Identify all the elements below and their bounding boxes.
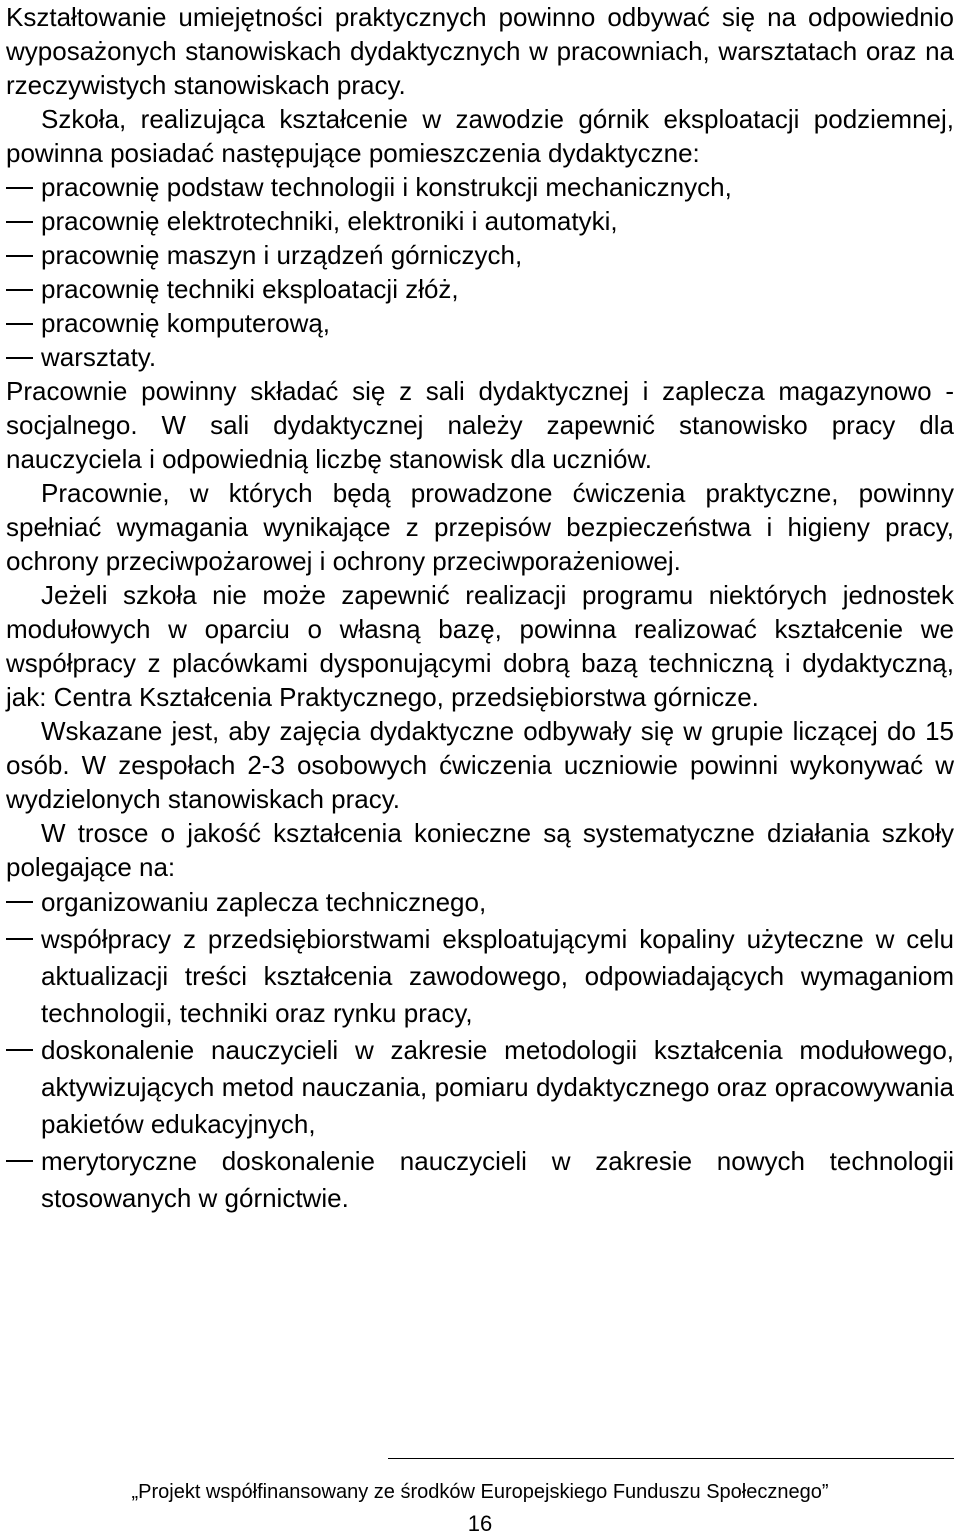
dash-bullet-icon: [6, 1160, 33, 1162]
dash-bullet-icon: [6, 938, 33, 940]
page-number: 16: [467, 1511, 493, 1536]
paragraph-safety-requirements: Pracownie, w których będą prowadzone ćwiczenia praktyczne, powinny spełniać wymagania wynikające z przepisów bezpieczeństwa i higieny pracy, ochrony przeciwpożarowej i ochrony przeciwporażeniowej.: [6, 478, 954, 576]
list-item: merytoryczne doskonalenie nauczycieli w zakresie nowych technologii stosowanych w górnictwie.: [6, 1143, 954, 1217]
list-item: doskonalenie nauczycieli w zakresie metodologii kształcenia modułowego, aktywizujących metod nauczania, pomiaru dydaktycznego oraz opracowywania pakietów edukacyjnych,: [6, 1032, 954, 1143]
actions-list: [6, 884, 954, 1217]
paragraph-external-cooperation: Jeżeli szkoła nie może zapewnić realizacji programu niektórych jednostek modułowych w oparciu o własną bazę, powinna realizować kształcenie we współpracy z placówkami dysponującymi dobrą bazą techniczną i dydaktyczną, jak: Centra Kształcenia Praktycznego, przedsiębiorstwa górnicze.: [6, 580, 954, 712]
paragraph-practical-skills: Kształtowanie umiejętności praktycznych powinno odbywać się na odpowiednio wyposażonych stanowiskach dydaktycznych w pracowniach, warsztatach oraz na rzeczywistych stanowiskach pracy.: [6, 2, 954, 100]
dash-bullet-icon: [6, 323, 33, 325]
dash-bullet-icon: [6, 289, 33, 291]
rooms-list: [6, 170, 954, 374]
list-item: pracownię komputerową,: [6, 306, 954, 340]
paragraph-group-size: Wskazane jest, aby zajęcia dydaktyczne odbywały się w grupie liczącej do 15 osób. W zespołach 2-3 osobowych ćwiczenia uczniowie powinni wykonywać w wydzielonych stanowiskach pracy.: [6, 716, 954, 814]
list-item: pracownię elektrotechniki, elektroniki i automatyki,: [6, 204, 954, 238]
dash-bullet-icon: [6, 187, 33, 189]
list-item: pracownię techniki eksploatacji złóż,: [6, 272, 954, 306]
list-item: współpracy z przedsiębiorstwami eksploatującymi kopaliny użyteczne w celu aktualizacji treści kształcenia zawodowego, odpowiadających wymaganiom technologii, techniki oraz rynku pracy,: [6, 921, 954, 1032]
paragraph-room-composition: Pracownie powinny składać się z sali dydaktycznej i zaplecza magazynowo - socjalnego. W sali dydaktycznej należy zapewnić stanowisko pracy dla nauczyciela i odpowiednią liczbę stanowisk dla uczniów.: [6, 376, 954, 474]
dash-bullet-icon: [6, 901, 33, 903]
dash-bullet-icon: [6, 255, 33, 257]
document-page: [6, 0, 954, 1217]
footer-divider: [388, 1458, 954, 1459]
list-item: pracownię podstaw technologii i konstrukcji mechanicznych,: [6, 170, 954, 204]
list-item: pracownię maszyn i urządzeń górniczych,: [6, 238, 954, 272]
dash-bullet-icon: [6, 357, 33, 359]
paragraph-school-rooms-intro: Szkoła, realizująca kształcenie w zawodzie górnik eksploatacji podziemnej, powinna posiadać następujące pomieszczenia dydaktyczne:: [6, 104, 954, 168]
list-item: warsztaty.: [6, 340, 954, 374]
dash-bullet-icon: [6, 1049, 33, 1051]
list-item: organizowaniu zaplecza technicznego,: [6, 884, 954, 921]
footer-funding-note: „Projekt współfinansowany ze środków Europejskiego Funduszu Społecznego”: [131, 1481, 829, 1503]
dash-bullet-icon: [6, 221, 33, 223]
paragraph-quality-actions-intro: W trosce o jakość kształcenia konieczne są systematyczne działania szkoły polegające na:: [6, 818, 954, 882]
